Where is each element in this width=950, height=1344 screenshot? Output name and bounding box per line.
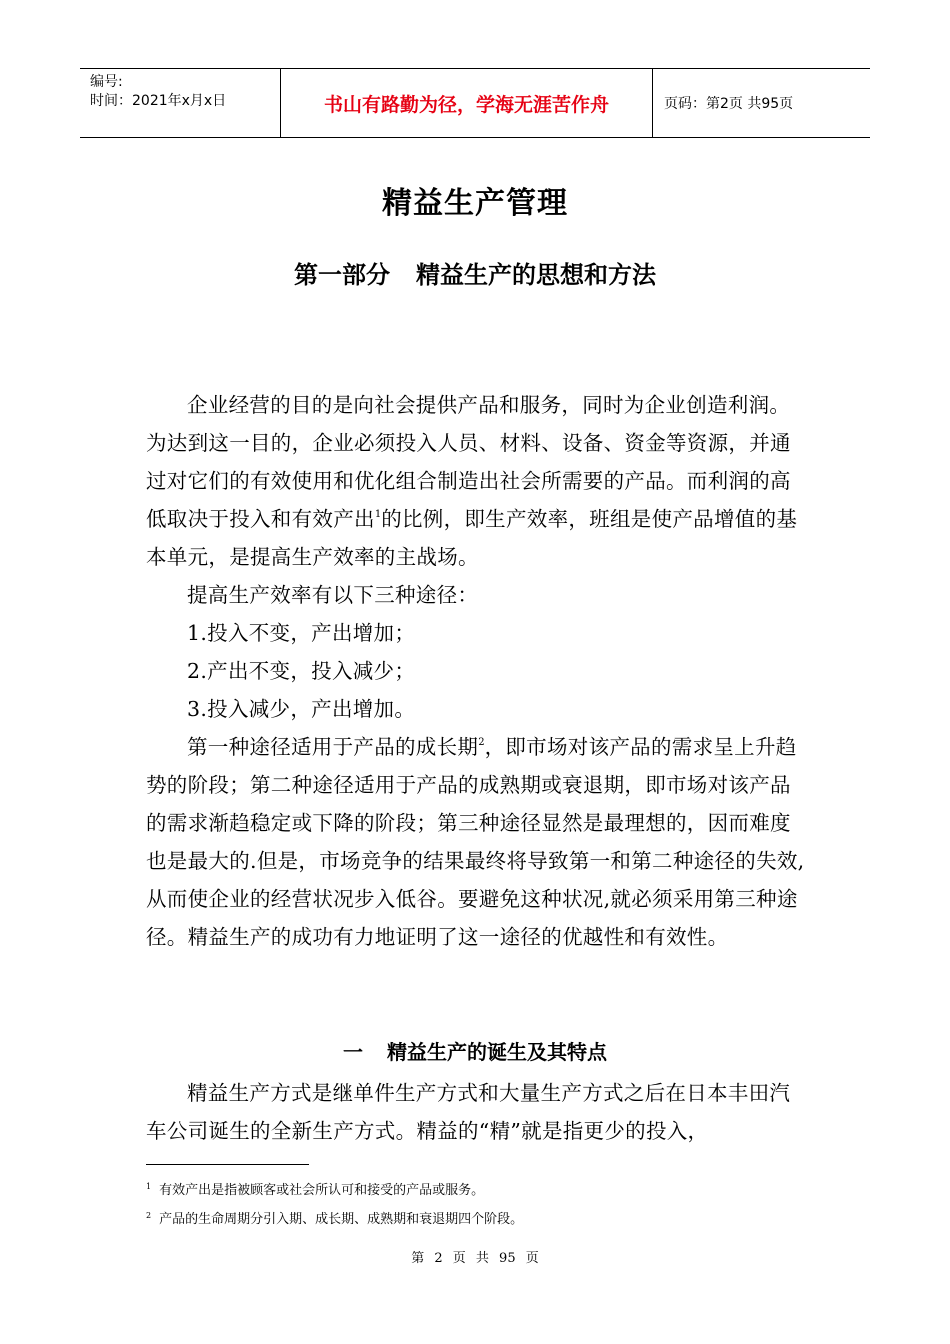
footnote-1 [146, 1182, 484, 1200]
document-title: 精益生产管理 [382, 186, 568, 221]
footnote-text-2: 产品的生命周期分引入期、成长期、成熟期和衰退期四个阶段。 [159, 1212, 524, 1227]
part-title: 精益生产的思想和方法 [416, 261, 656, 289]
intro-paragraph [146, 386, 806, 576]
way-item-2: 2.产出不变，投入减少； [187, 659, 416, 683]
way-item-3: 3.投入减少，产出增加。 [187, 697, 416, 721]
analysis-text-b: ，即市场对该产品的需求呈上升趋势的阶段；第二种途径适用于产品的成熟期或衰退期，即市场对该产品的需求渐趋稳定或下降的阶段；第三种途径显然是最理想的，因而难度也是最大的.但是，市场竞争的结果最终将导致第一和第二种途径的失效,从而使企业的经营状况步入低谷。要避免这种状况,就必须采用第三种途径。精益生产的成功有力地证明了这一途径的优越性和有效性。 [146, 735, 805, 949]
page-header [80, 68, 870, 138]
footnote-mark-1: 1 [146, 1182, 152, 1191]
header-info [80, 69, 281, 137]
body-text [146, 386, 806, 956]
header-motto: 书山有路勤为径，学海无涯苦作舟 [281, 69, 653, 137]
intro-text-a: 企业经营的目的是向社会提供产品和服务，同时为企业创造利润。为达到这一目的，企业必须投入人员、材料、设备、资金等资源，并通过对它们的有效使用和优化组合制造出社会所需要的产品。而利润的高低取决于投入和有效产出 [146, 393, 791, 531]
section-title: 精益生产的诞生及其特点 [387, 1040, 607, 1064]
footnote-mark-2: 2 [146, 1211, 152, 1220]
part-heading [0, 255, 950, 290]
way-item-1: 1.投入不变，产出增加； [187, 621, 416, 645]
section-paragraph: 精益生产方式是继单件生产方式和大量生产方式之后在日本丰田汽车公司诞生的全新生产方式。精益的“精”就是指更少的投入， [146, 1081, 791, 1143]
intro-text-b: 的比例，即生产效率，班组是使产品增值的基本单元，是提高生产效率的主战场。 [146, 507, 798, 569]
ways-intro: 提高生产效率有以下三种途径： [187, 583, 479, 607]
analysis-paragraph [146, 728, 806, 956]
footnote-text-1: 有效产出是指被顾客或社会所认可和接受的产品或服务。 [159, 1183, 485, 1198]
page-footer: 第 2 页 共 95 页 [411, 1251, 539, 1266]
section-number: 一 [343, 1040, 363, 1064]
part-label: 第一部分 [294, 261, 390, 289]
document-time-label: 时间：2021年x月x日 [90, 93, 227, 109]
footnote-ref-2: 2 [478, 737, 485, 748]
footnote-2 [146, 1211, 523, 1229]
document-number-label: 编号: [90, 74, 123, 90]
footnote-divider [146, 1164, 309, 1165]
section-body [146, 1074, 806, 1150]
section-heading [0, 1036, 950, 1065]
footnote-ref-1: 1 [374, 509, 382, 520]
header-page-label: 页码：第2页 共95页 [664, 96, 794, 112]
analysis-text-a: 第一种途径适用于产品的成长期 [187, 735, 479, 759]
